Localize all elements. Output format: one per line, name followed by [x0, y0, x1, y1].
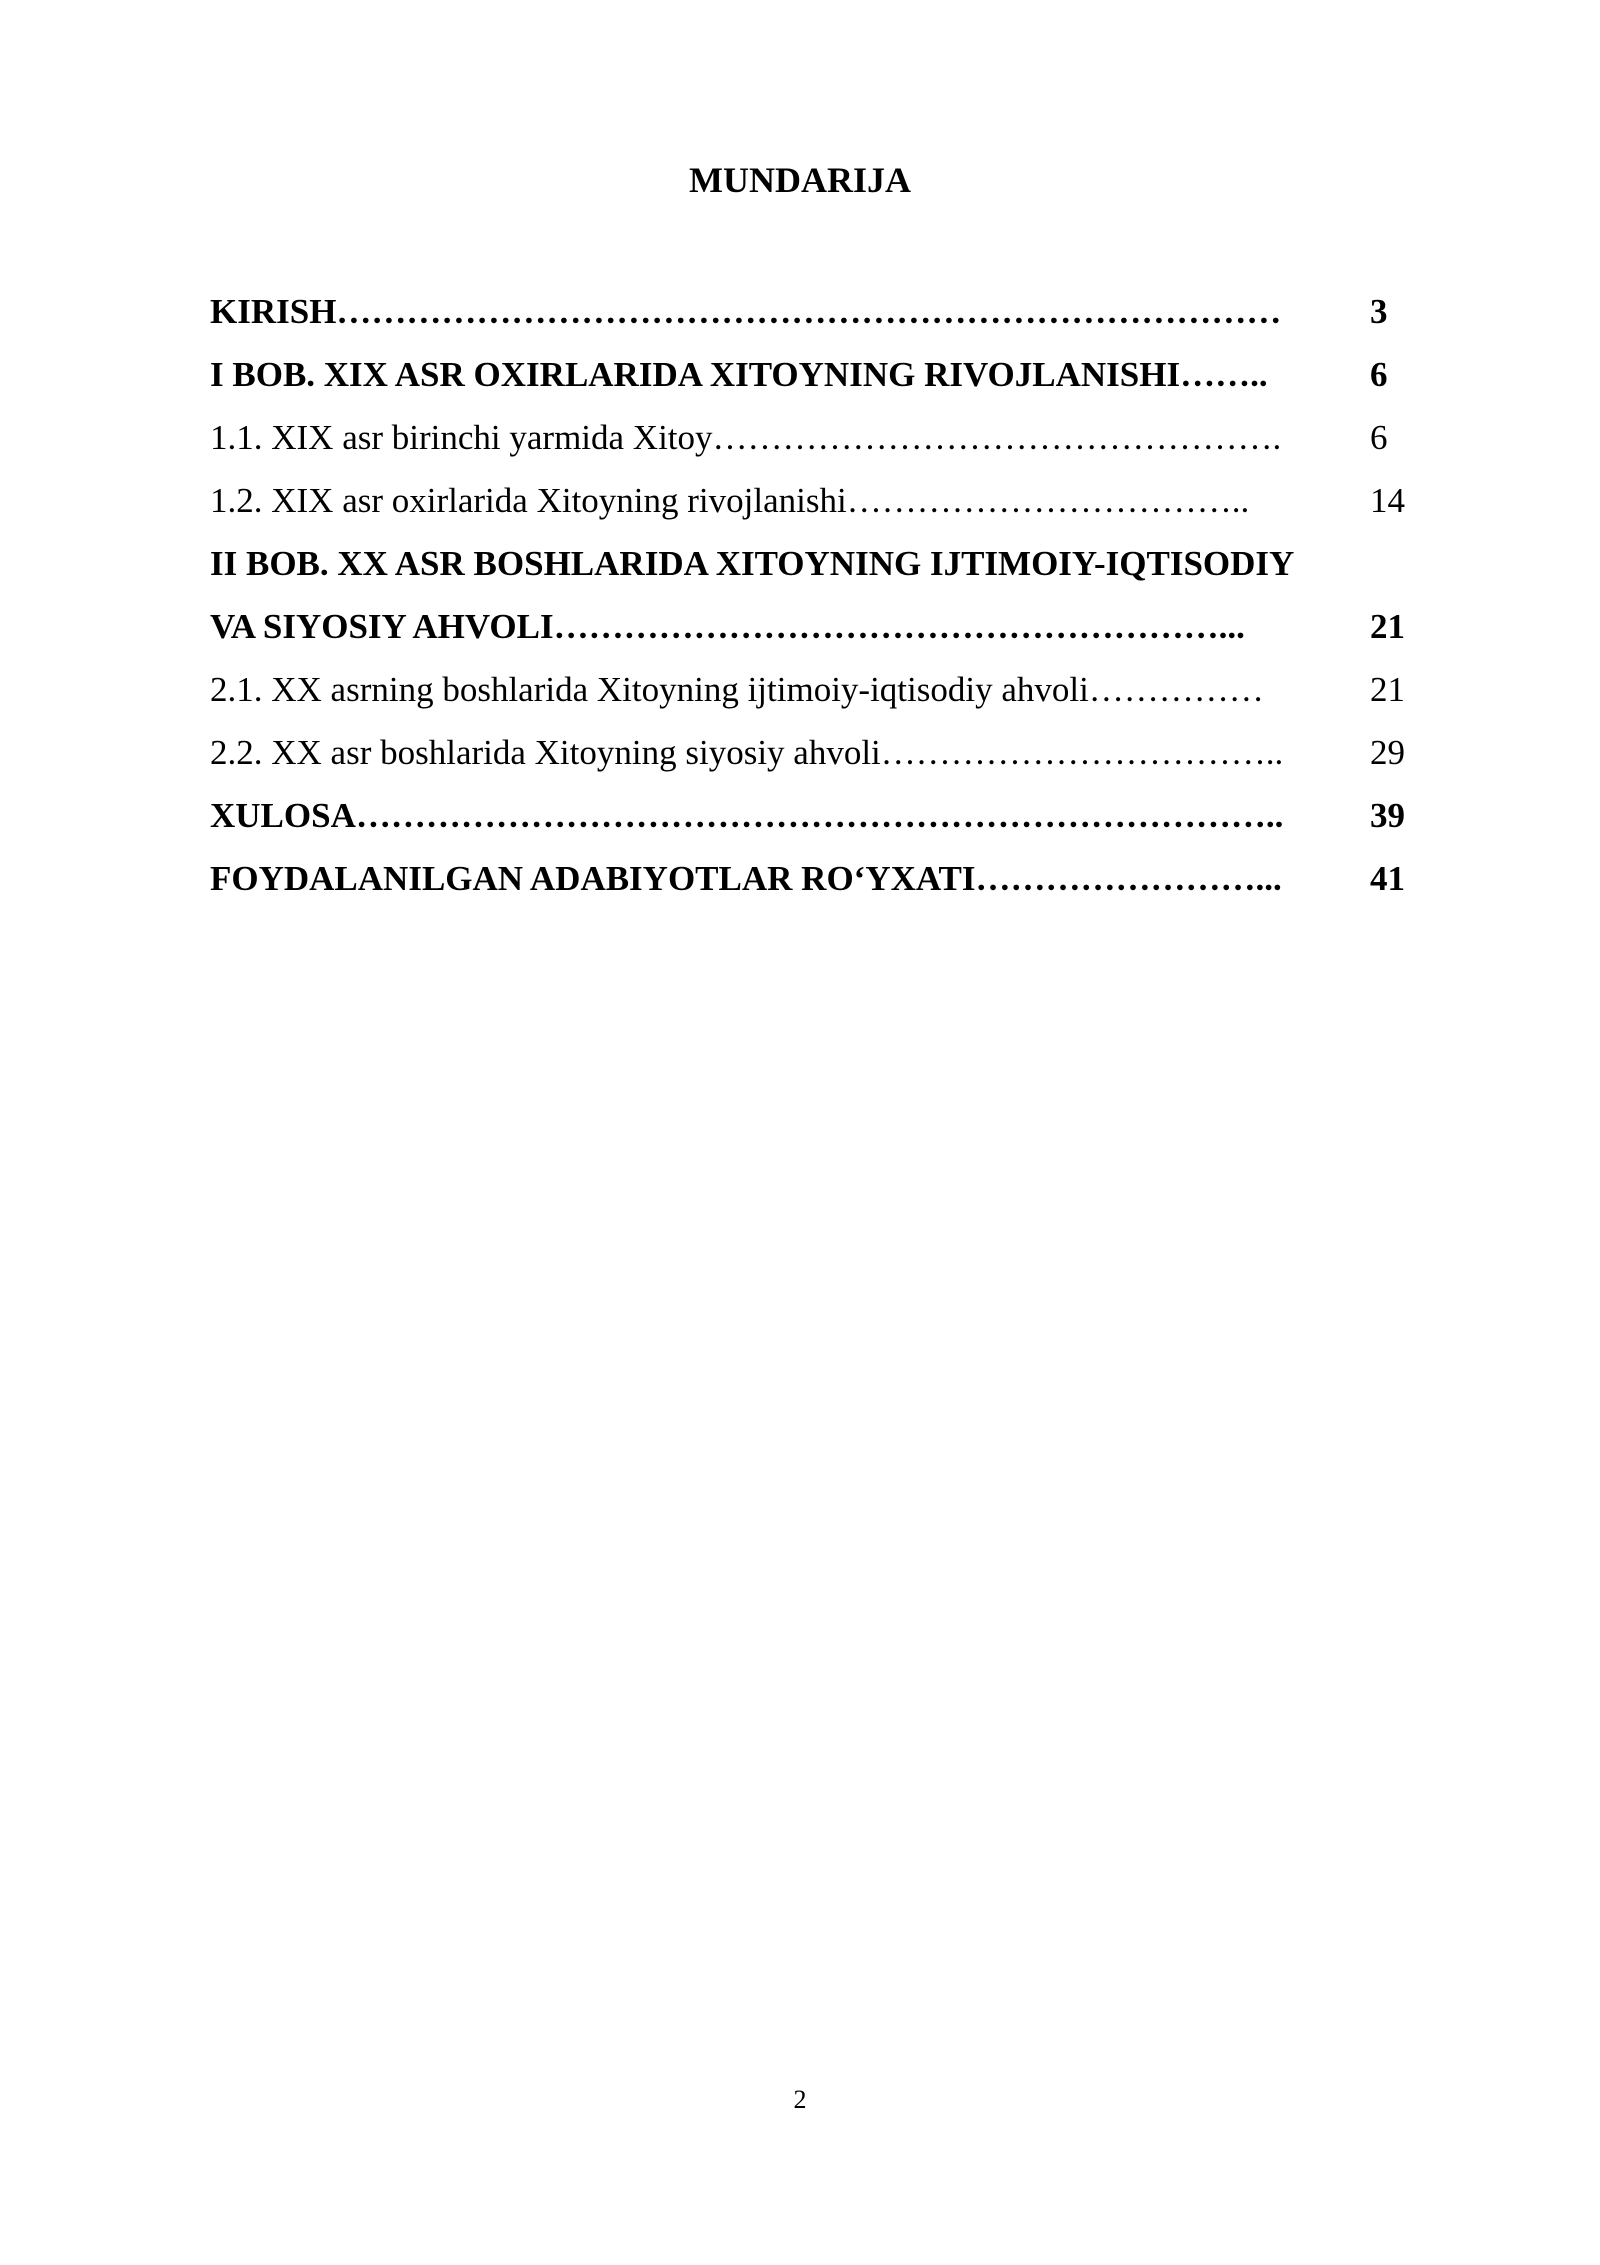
- toc-entry-page: 39: [1370, 796, 1405, 835]
- toc-entry: [210, 538, 1405, 601]
- toc-entry-text: 2.2. XX asr boshlarida Xitoyning siyosiy ahvoli……………………………..: [210, 733, 1284, 772]
- toc-entry: [210, 727, 1405, 790]
- toc-entry-text: VA SIYOSIY AHVOLI…………………………………………………...: [210, 607, 1245, 646]
- toc-entry: [210, 286, 1405, 349]
- toc-entry: [210, 412, 1405, 475]
- toc-entry-page: 29: [1370, 733, 1405, 772]
- toc-entry: [210, 664, 1405, 727]
- toc-entry: [210, 853, 1405, 916]
- page-number: 2: [793, 2085, 807, 2114]
- toc-entry-text: XULOSA……………………………………………………………………..: [210, 796, 1284, 835]
- toc-entry-page: 14: [1370, 481, 1405, 520]
- page-title: MUNDARIJA: [689, 160, 911, 200]
- toc-entry: [210, 601, 1405, 664]
- toc-entry-text: 2.1. XX asrning boshlarida Xitoyning ijtimoiy-iqtisodiy ahvoli……………: [210, 670, 1264, 709]
- toc-entry-text: I BOB. XIX ASR OXIRLARIDA XITOYNING RIVOJLANISHI……..: [210, 355, 1268, 394]
- toc-entry: [210, 790, 1405, 853]
- toc-entry: [210, 349, 1405, 412]
- toc-entry-text: II BOB. XX ASR BOSHLARIDA XITOYNING IJTIMOIY-IQTISODIY: [210, 544, 1295, 583]
- toc-entry-text: FOYDALANILGAN ADABIYOTLAR RO‘YXATI……………………...: [210, 859, 1282, 898]
- toc-entry-text: 1.1. XIX asr birinchi yarmida Xitoy………………………………………….: [210, 418, 1282, 457]
- toc-entry-page: 6: [1370, 355, 1388, 394]
- toc-entry-page: 6: [1370, 418, 1388, 457]
- toc-entry-text: 1.2. XIX asr oxirlarida Xitoyning rivojlanishi……………………………..: [210, 481, 1250, 520]
- toc-entry-text: KIRISH………………………………………………………………………: [210, 292, 1282, 331]
- toc-entry-page: 21: [1370, 607, 1405, 646]
- toc-entry-page: 21: [1370, 670, 1405, 709]
- toc-entry-page: 3: [1370, 292, 1388, 331]
- toc-entry: [210, 475, 1405, 538]
- table-of-contents: [210, 286, 1405, 916]
- toc-entry-page: 41: [1370, 859, 1405, 898]
